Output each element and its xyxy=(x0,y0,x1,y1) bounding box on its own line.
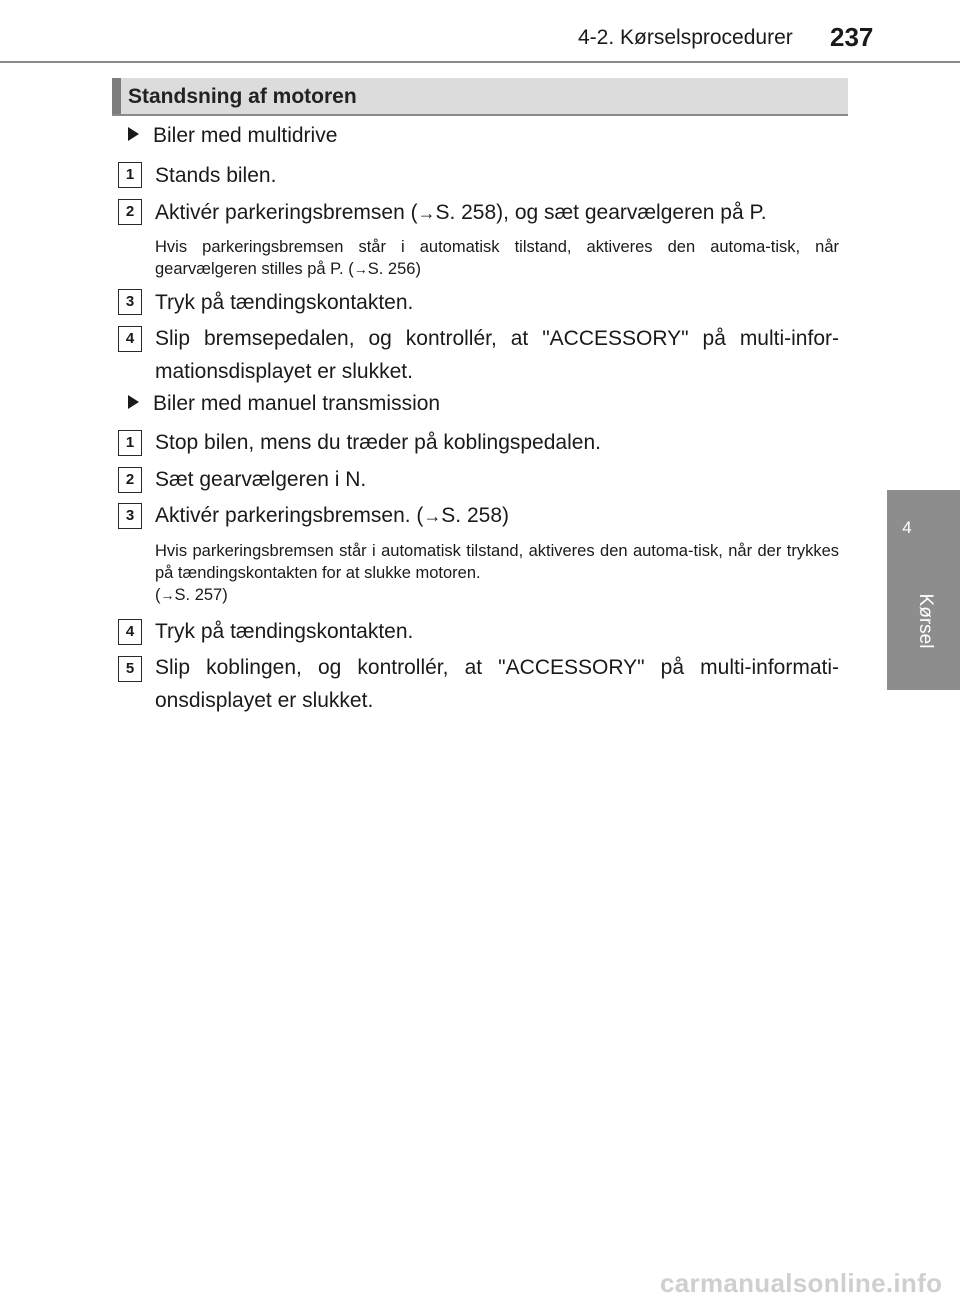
step-text-part: S. 258), og sæt gearvælgeren på P. xyxy=(435,201,767,224)
step-text: Stop bilen, mens du træder på koblingspedalen. xyxy=(155,431,601,454)
step-text-part: Aktivér parkeringsbremsen ( xyxy=(155,201,418,224)
step-number-box: 1 xyxy=(118,430,142,456)
bullet-label: Biler med manuel transmission xyxy=(153,392,441,415)
watermark: carmanualsonline.info xyxy=(660,1268,943,1298)
step-text xyxy=(155,500,839,532)
section-title: Standsning af motoren xyxy=(128,85,357,108)
triangle-bullet-icon xyxy=(128,395,139,409)
note-text-part: Hvis parkeringsbremsen står i automatisk tilstand, aktiveres den automa-tisk, når gearvælgeren stilles på P. ( xyxy=(155,238,839,278)
triangle-bullet-icon xyxy=(128,127,139,141)
step-number-box: 2 xyxy=(118,199,142,225)
step-text: Stands bilen. xyxy=(155,164,277,187)
bullet-multidrive xyxy=(128,124,337,148)
step-number-box: 4 xyxy=(118,326,142,352)
note-text xyxy=(155,236,839,280)
step-number-box: 5 xyxy=(118,656,142,682)
step-text: Slip koblingen, og kontrollér, at "ACCESSORY" på multi-informati-onsdisplayet er slukket. xyxy=(155,656,839,712)
header-rule xyxy=(0,61,960,63)
arrow-icon: → xyxy=(353,261,368,277)
step-text: Tryk på tændingskontakten. xyxy=(155,291,414,314)
note-text-part: S. 256) xyxy=(367,260,421,278)
arrow-icon: → xyxy=(423,506,442,526)
step-text-part: S. 258) xyxy=(441,504,509,527)
step-number-box: 3 xyxy=(118,503,142,529)
running-header-section: 4-2. Kørselsprocedurer xyxy=(578,26,793,49)
arrow-icon: → xyxy=(417,203,436,223)
note-text-part: Hvis parkeringsbremsen står i automatisk tilstand, aktiveres den automa-tisk, når der trykkes på tændingskontakten for at slukke motoren. xyxy=(155,542,839,582)
page-number: 237 xyxy=(830,22,874,52)
bullet-label: Biler med multidrive xyxy=(153,124,338,147)
section-heading-bar xyxy=(112,78,848,116)
note-text-part: ( xyxy=(155,586,161,604)
section-heading-accent xyxy=(112,78,121,114)
step-text: Tryk på tændingskontakten. xyxy=(155,620,414,643)
note-text xyxy=(155,540,839,606)
step-text xyxy=(155,197,839,229)
step-number-box: 1 xyxy=(118,162,142,188)
chapter-label: Kørsel xyxy=(915,593,936,649)
arrow-icon: → xyxy=(160,587,175,603)
bullet-manual xyxy=(128,392,440,416)
note-text-part: S. 257) xyxy=(174,586,228,604)
step-text: Sæt gearvælgeren i N. xyxy=(155,468,367,491)
step-number-box: 3 xyxy=(118,289,142,315)
step-text-part: Aktivér parkeringsbremsen. ( xyxy=(155,504,424,527)
step-text: Slip bremsepedalen, og kontrollér, at "ACCESSORY" på multi-infor-mationsdisplayet er slukket. xyxy=(155,327,839,383)
step-number-box: 2 xyxy=(118,467,142,493)
chapter-number: 4 xyxy=(902,518,912,537)
step-number-box: 4 xyxy=(118,619,142,645)
